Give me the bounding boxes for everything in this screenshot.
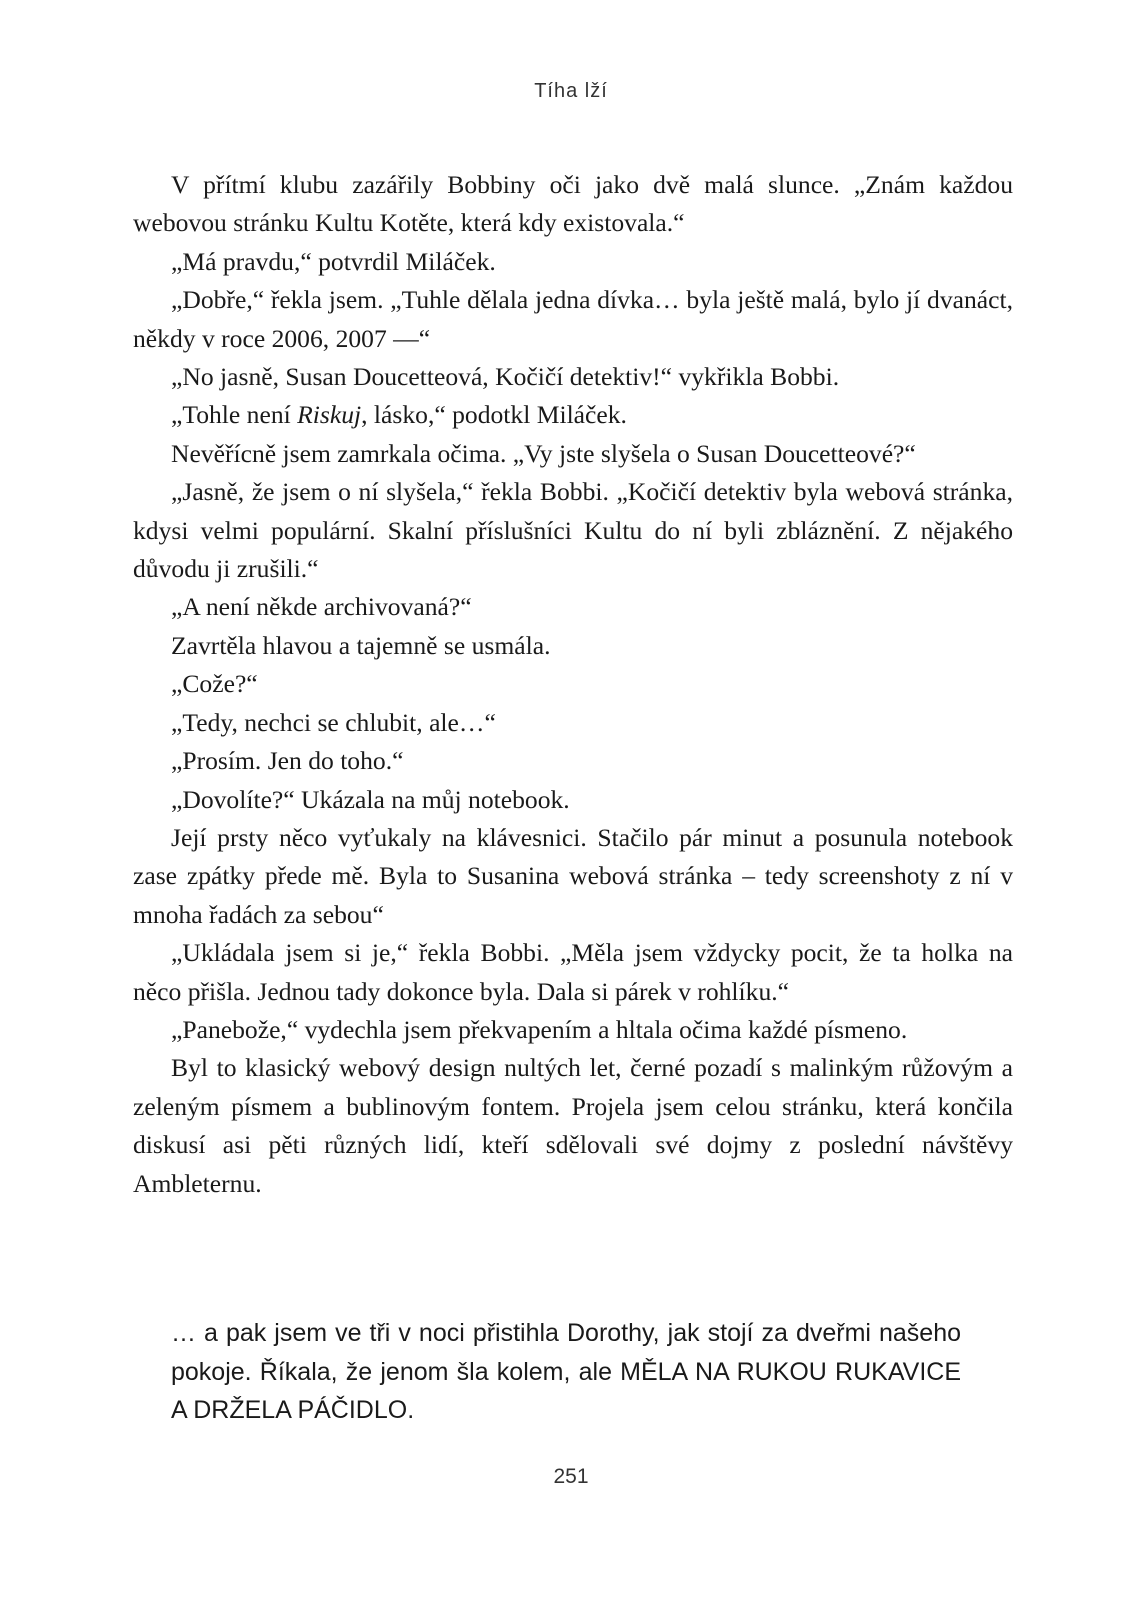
paragraph: Zavrtěla hlavou a tajemně se usmála. — [171, 630, 551, 660]
paragraph: Její prsty něco vyťukaly na klávesnici. Stačilo pár minut a posunula notebook zase zpátky přede mě. Byla to Susanina webová stránka – tedy screenshoty z ní v mnoha řadách za sebou“ — [133, 822, 1013, 929]
paragraph: „Tedy, nechci se chlubit, ale…“ — [171, 707, 496, 737]
running-head: Tíha lží — [534, 80, 608, 102]
paragraph: „Jasně, že jsem o ní slyšela,“ řekla Bobbi. „Kočičí detektiv byla webová stránka, kdysi velmi populární. Skalní příslušníci Kultu do ní byli zbláznění. Z nějakého důvodu ji zrušili.“ — [133, 477, 1013, 584]
paragraph: „Ukládala jsem si je,“ řekla Bobbi. „Měla jsem vždycky pocit, že ta holka na něco přišla. Jednou tady dokonce byla. Dala si párek v rohlíku.“ — [133, 938, 1013, 1006]
page-number: 251 — [553, 1465, 589, 1488]
paragraph: „Panebože,“ vydechla jsem překvapením a hltala očima každé písmeno. — [171, 1014, 908, 1044]
paragraph: „No jasně, Susan Doucetteová, Kočičí detektiv!“ vykřikla Bobbi. — [171, 362, 840, 392]
paragraph: „Má pravdu,“ potvrdil Miláček. — [171, 246, 496, 276]
paragraph-text: „Tohle není — [171, 400, 298, 430]
paragraph-text: , lásko,“ podotkl Miláček. — [361, 400, 627, 430]
paragraph: „Dovolíte?“ Ukázala na můj notebook. — [171, 784, 570, 814]
italic-title: Riskuj — [297, 400, 362, 430]
paragraph: „Dobře,“ řekla jsem. „Tuhle dělala jedna dívka… byla ještě malá, bylo jí dvanáct, někdy v roce 2006, 2007 —“ — [133, 285, 1013, 353]
body-text — [133, 166, 1013, 1203]
paragraph: „A není někde archivovaná?“ — [171, 592, 472, 622]
website-excerpt — [171, 1314, 961, 1430]
paragraph: „Prosím. Jen do toho.“ — [171, 746, 404, 776]
paragraph — [133, 396, 1013, 434]
paragraph: Nevěřícně jsem zamrkala očima. „Vy jste slyšela o Susan Doucetteové?“ — [171, 438, 916, 468]
paragraph: V přítmí klubu zazářily Bobbiny oči jako dvě malá slunce. „Znám každou webovou stránku Kultu Kotěte, která kdy existovala.“ — [133, 170, 1013, 238]
paragraph: Byl to klasický webový design nultých let, černé pozadí s malinkým růžovým a zeleným písmem a bublinovým fontem. Projela jsem celou stránku, která končila diskusí asi pěti různých lidí, kteří sdělovali své dojmy z poslední návštěvy Ambleternu. — [133, 1053, 1013, 1198]
paragraph: „Cože?“ — [171, 669, 258, 699]
excerpt-text: … a pak jsem ve tři v noci přistihla Dorothy, jak stojí za dveřmi našeho pokoje. Říkala, že jenom šla kolem, ale MĚLA NA RUKOU RUKAVICE A DRŽELA PÁČIDLO. — [171, 1319, 961, 1424]
